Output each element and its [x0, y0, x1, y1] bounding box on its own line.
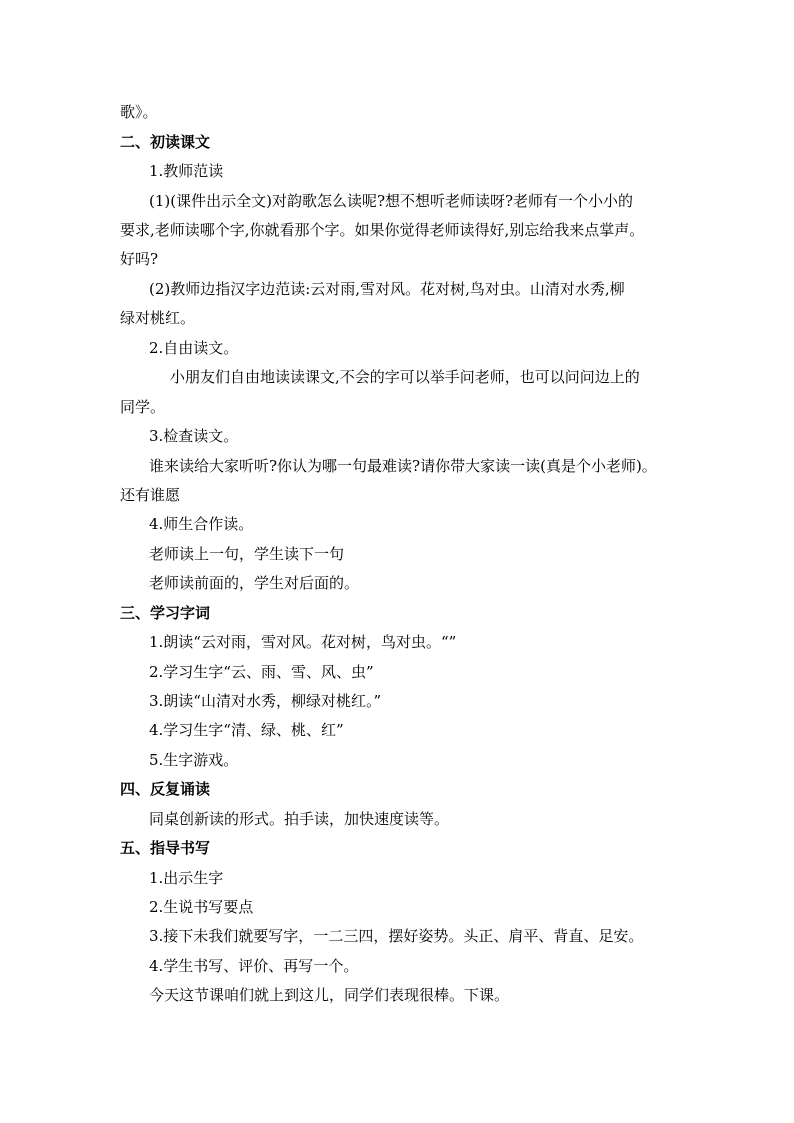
- text-line: 1.出示生字: [149, 869, 224, 887]
- text-line: 1.朗读“云对雨，雪对风。花对树，鸟对虫。“”: [149, 633, 457, 651]
- text-line: 歌》。: [120, 103, 158, 121]
- text-line: 谁来读给大家听听?你认为哪一句最难读?请你带大家读一读(真是个小老师)。: [149, 457, 657, 475]
- text-line: 4.学习生字“清、绿、桃、红”: [149, 721, 344, 739]
- section-heading: 二、初读课文: [120, 133, 211, 151]
- text-line: 老师读前面的，学生对后面的。: [149, 574, 360, 592]
- text-line: 3.接下未我们就要写字，一二三四，摆好姿势。头正、肩平、背直、足安。: [149, 927, 644, 945]
- text-line: (2)教师边指汉字边范读:云对雨,雪对风。花对树,鸟对虫。山清对水秀,柳: [149, 280, 625, 298]
- section-heading: 四、反复诵读: [120, 780, 211, 798]
- text-line: 4.学生书写、评价、再写一个。: [149, 957, 359, 975]
- text-line: 要求,老师读哪个字,你就看那个字。如果你觉得老师读得好,别忘给我来点掌声。: [120, 221, 645, 239]
- text-line: 1.教师范读: [149, 162, 224, 180]
- section-heading: 三、学习字词: [120, 604, 211, 622]
- text-line: 小朋友们自由地读读课文,不会的字可以举手问老师，也可以问问边上的: [170, 368, 640, 386]
- text-line: 还有谁愿: [120, 486, 181, 504]
- text-line: 绿对桃红。: [120, 309, 196, 327]
- text-line: 同学。: [120, 398, 166, 416]
- text-line: 5.生字游戏。: [149, 751, 239, 769]
- text-line: 老师读上一句，学生读下一句: [149, 545, 345, 563]
- text-line: 2.自由读文。: [149, 339, 239, 357]
- text-line: 2.学习生字“云、雨、雪、风、虫”: [149, 663, 374, 681]
- text-line: 3.检查读文。: [149, 427, 239, 445]
- text-line: 3.朗读“山清对水秀，柳绿对桃红。”: [149, 692, 382, 710]
- text-line: 同桌创新读的形式。拍手读，加快速度读等。: [149, 810, 450, 828]
- text-line: 好吗?: [120, 250, 159, 268]
- text-line: 2.生说书写要点: [149, 898, 254, 916]
- text-line: 4.师生合作读。: [149, 515, 254, 533]
- text-line: (1)(课件出示全文)对韵歌怎么读呢?想不想听老师读呀?老师有一个小小的: [149, 192, 634, 210]
- section-heading: 五、指导书写: [120, 839, 211, 857]
- text-line: 今天这节课咱们就上到这儿，同学们表现很棒。下课。: [149, 986, 510, 1004]
